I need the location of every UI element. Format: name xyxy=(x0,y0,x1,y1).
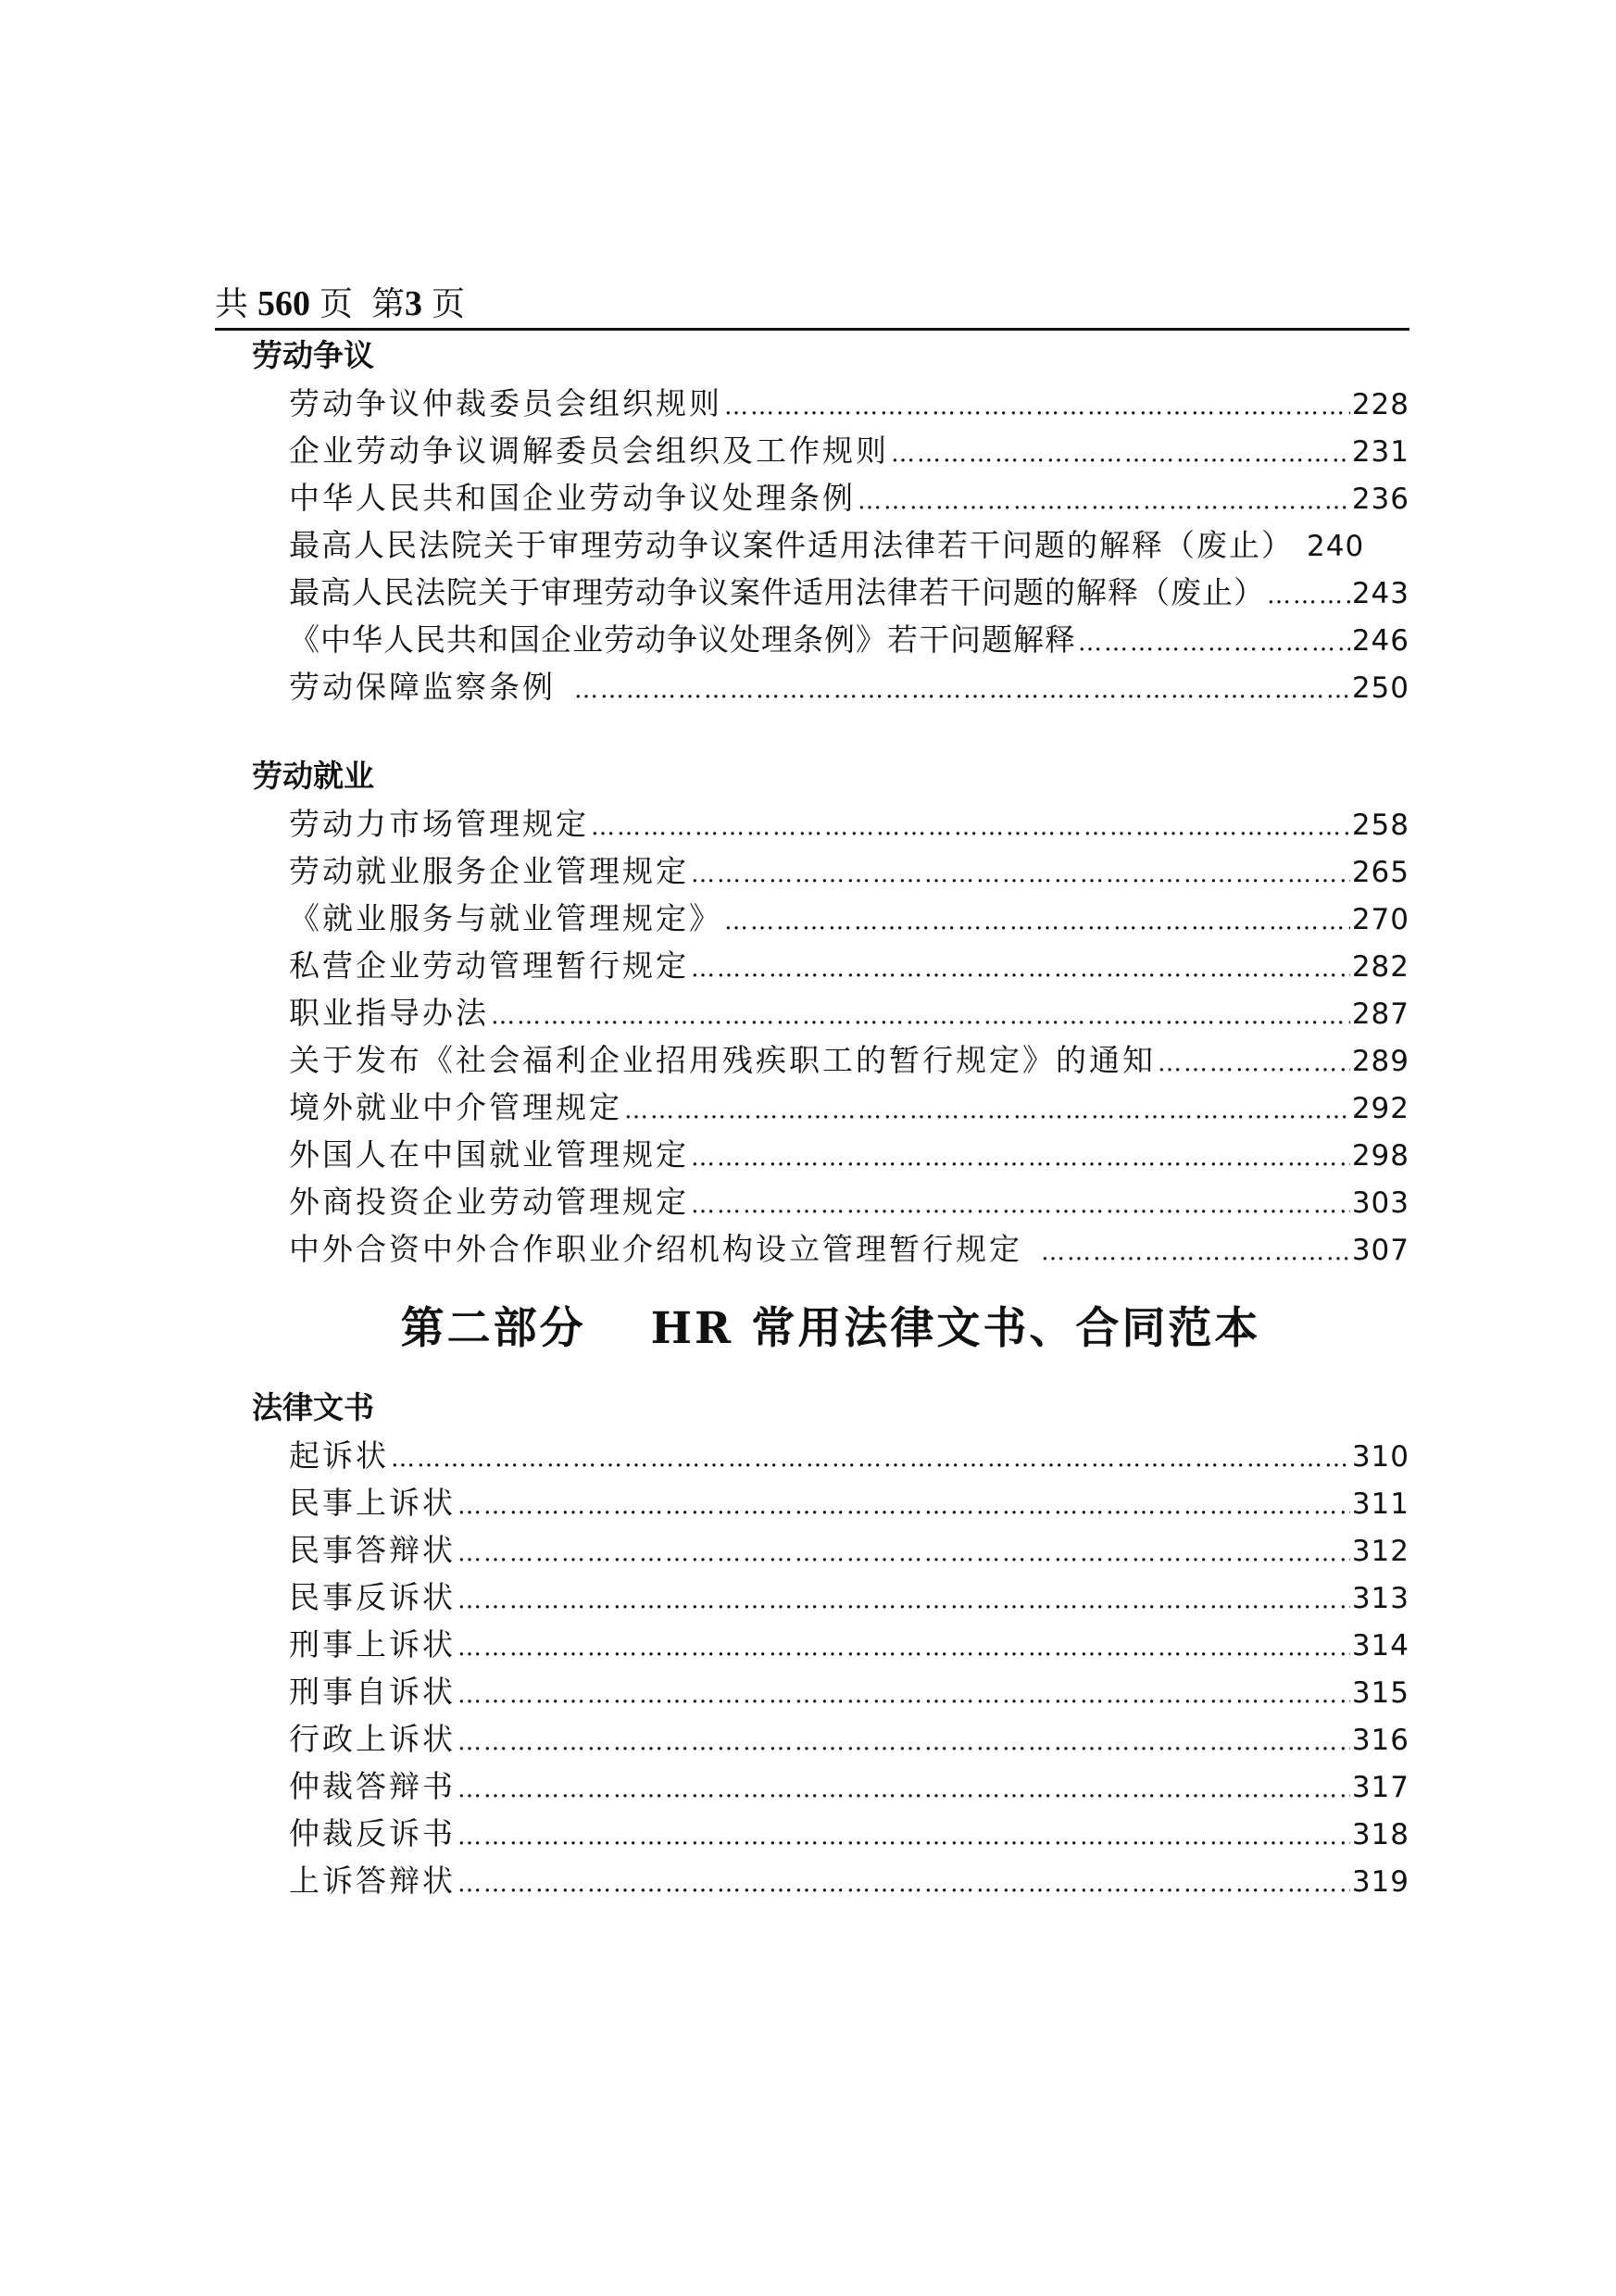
toc-entry[interactable] xyxy=(289,1036,1409,1084)
toc-entry-title: 劳动争议仲裁委员会组织规则 xyxy=(289,385,722,421)
toc-leader xyxy=(724,898,1350,946)
toc-entry-page: 228 xyxy=(1351,388,1409,421)
header-pages-word: 页 xyxy=(319,285,354,323)
toc-entry-title: 最高人民法院关于审理劳动争议案件适用法律若干问题的解释（废止） xyxy=(289,527,1294,563)
toc-leader xyxy=(691,851,1350,898)
toc-entry[interactable] xyxy=(289,800,1409,847)
toc-leader xyxy=(1041,1229,1350,1276)
toc-entry-title: 外国人在中国就业管理规定 xyxy=(289,1136,689,1173)
toc-entry-title: 中华人民共和国企业劳动争议处理条例 xyxy=(289,480,856,516)
page-header xyxy=(215,280,1409,331)
toc-entry-page: 307 xyxy=(1351,1234,1409,1267)
toc-entry[interactable] xyxy=(289,1479,1409,1526)
toc-entry-page: 311 xyxy=(1351,1487,1409,1521)
toc-leader xyxy=(391,1436,1350,1483)
toc-entry-page: 316 xyxy=(1351,1724,1409,1757)
toc-entry-page: 231 xyxy=(1351,435,1409,469)
toc-leader xyxy=(691,1135,1350,1182)
toc-leader xyxy=(457,1577,1350,1625)
toc-leader xyxy=(1078,620,1350,667)
part-two-title: HR 常用法律文书、合同范本 xyxy=(650,1303,1261,1354)
toc-entry-title: 起诉状 xyxy=(289,1437,389,1474)
toc-entry-page: 265 xyxy=(1351,856,1409,889)
toc-entry[interactable] xyxy=(289,1763,1409,1810)
toc-entry-page: 246 xyxy=(1351,624,1409,658)
toc-entry-title: 外商投资企业劳动管理规定 xyxy=(289,1184,689,1220)
toc-entry[interactable] xyxy=(289,663,1409,710)
toc-entry-title: 《就业服务与就业管理规定》 xyxy=(289,900,722,936)
header-prefix: 共 xyxy=(215,285,249,323)
toc-leader xyxy=(457,1719,1350,1766)
section-gap xyxy=(252,710,1409,752)
toc-leader xyxy=(457,1672,1350,1719)
section-title-labor-disputes: 劳动争议 xyxy=(252,337,374,373)
toc-entry-page: 236 xyxy=(1351,483,1409,516)
toc-entry-title: 劳动就业服务企业管理规定 xyxy=(289,853,689,889)
toc-entry[interactable] xyxy=(289,1668,1409,1715)
toc-entry-page: 314 xyxy=(1351,1629,1409,1662)
toc-entry[interactable] xyxy=(289,1178,1409,1225)
toc-entry-title: 仲裁反诉书 xyxy=(289,1815,456,1851)
part-two-label: 第二部分 xyxy=(400,1303,586,1354)
toc-entry-title: 上诉答辩状 xyxy=(289,1863,456,1899)
toc-entry[interactable] xyxy=(289,1715,1409,1763)
toc-entry-title: 关于发布《社会福利企业招用残疾职工的暂行规定》的通知 xyxy=(289,1042,1156,1078)
toc-leader xyxy=(1267,572,1350,620)
header-page-prefix: 第 xyxy=(371,285,406,323)
toc-leader xyxy=(691,1182,1350,1229)
toc-entry-page: 258 xyxy=(1351,809,1409,842)
toc-leader xyxy=(591,804,1350,851)
toc-entry[interactable] xyxy=(289,1810,1409,1857)
toc-leader xyxy=(691,946,1350,993)
toc-entry-title: 《中华人民共和国企业劳动争议处理条例》若干问题解释 xyxy=(289,621,1076,658)
toc-entry-page: 317 xyxy=(1351,1771,1409,1804)
toc-entry-page: 303 xyxy=(1351,1186,1409,1220)
toc-entry[interactable] xyxy=(289,521,1409,569)
header-total-pages: 560 xyxy=(257,284,311,323)
table-of-contents xyxy=(252,332,1409,1904)
toc-entry-title: 劳动保障监察条例 xyxy=(289,669,556,705)
toc-entry[interactable] xyxy=(289,616,1409,663)
toc-entry[interactable] xyxy=(289,1574,1409,1621)
toc-leader xyxy=(1158,1040,1350,1087)
toc-entry-title: 仲裁答辩书 xyxy=(289,1768,456,1804)
toc-entry-title: 企业劳动争议调解委员会组织及工作规则 xyxy=(289,433,889,469)
toc-entry-title: 刑事上诉状 xyxy=(289,1626,456,1662)
toc-leader xyxy=(457,1625,1350,1672)
toc-leader xyxy=(457,1861,1350,1908)
toc-leader xyxy=(574,667,1350,714)
toc-entry-page: 292 xyxy=(1351,1092,1409,1125)
toc-entry[interactable] xyxy=(289,1225,1409,1273)
toc-entry-title: 私营企业劳动管理暂行规定 xyxy=(289,947,689,984)
toc-entry[interactable] xyxy=(289,1084,1409,1131)
toc-entry-page: 282 xyxy=(1351,950,1409,984)
toc-entry-title: 民事上诉状 xyxy=(289,1485,456,1521)
toc-entry[interactable] xyxy=(289,1131,1409,1178)
toc-entry-page: 243 xyxy=(1351,577,1409,610)
toc-entry-page: 313 xyxy=(1351,1582,1409,1615)
toc-leader xyxy=(457,1766,1350,1813)
toc-leader xyxy=(891,431,1350,478)
toc-entry[interactable] xyxy=(289,1432,1409,1479)
toc-entry-page: 287 xyxy=(1351,997,1409,1031)
toc-entry[interactable] xyxy=(289,427,1409,474)
toc-entry-title: 行政上诉状 xyxy=(289,1721,456,1757)
toc-entry-title: 境外就业中介管理规定 xyxy=(289,1089,622,1125)
toc-entry[interactable] xyxy=(289,1621,1409,1668)
header-page-number: 3 xyxy=(405,284,423,323)
toc-entry[interactable] xyxy=(289,942,1409,989)
toc-entry-title: 刑事自诉状 xyxy=(289,1674,456,1710)
toc-entry-page: 289 xyxy=(1351,1045,1409,1078)
toc-leader xyxy=(491,993,1350,1040)
section-title-legal-documents: 法律文书 xyxy=(252,1389,374,1425)
toc-entry-page: 315 xyxy=(1351,1676,1409,1710)
toc-entry[interactable] xyxy=(289,895,1409,942)
toc-entry-title: 职业指导办法 xyxy=(289,995,489,1031)
part-two-heading xyxy=(252,1278,1409,1380)
toc-leader xyxy=(724,383,1350,431)
toc-entry-page: 318 xyxy=(1351,1818,1409,1851)
toc-entry[interactable] xyxy=(289,474,1409,521)
toc-entry-page: 240 xyxy=(1307,530,1365,563)
toc-entry-page: 250 xyxy=(1351,671,1409,705)
toc-leader xyxy=(457,1530,1350,1577)
toc-entry-page: 270 xyxy=(1351,903,1409,936)
toc-entry[interactable] xyxy=(289,1526,1409,1574)
toc-leader xyxy=(858,478,1350,525)
toc-entry-title: 中外合资中外合作职业介绍机构设立管理暂行规定 xyxy=(289,1231,1022,1267)
toc-entry[interactable] xyxy=(289,1857,1409,1904)
toc-entry-page: 312 xyxy=(1351,1535,1409,1568)
toc-entry-title: 劳动力市场管理规定 xyxy=(289,806,589,842)
toc-leader xyxy=(457,1813,1350,1861)
toc-entry[interactable] xyxy=(289,569,1409,616)
toc-entry-title: 民事反诉状 xyxy=(289,1579,456,1615)
toc-entry[interactable] xyxy=(289,380,1409,427)
section-title-employment: 劳动就业 xyxy=(252,758,374,794)
toc-entry[interactable] xyxy=(289,989,1409,1036)
toc-entry-page: 310 xyxy=(1351,1440,1409,1474)
toc-leader xyxy=(457,1483,1350,1530)
toc-entry-page: 298 xyxy=(1351,1139,1409,1173)
header-page-word: 页 xyxy=(432,285,466,323)
toc-entry[interactable] xyxy=(289,847,1409,895)
toc-entry-title: 民事答辩状 xyxy=(289,1532,456,1568)
toc-leader xyxy=(624,1087,1350,1135)
toc-entry-title: 最高人民法院关于审理劳动争议案件适用法律若干问题的解释（废止） xyxy=(289,574,1265,610)
toc-entry-page: 319 xyxy=(1351,1865,1409,1899)
